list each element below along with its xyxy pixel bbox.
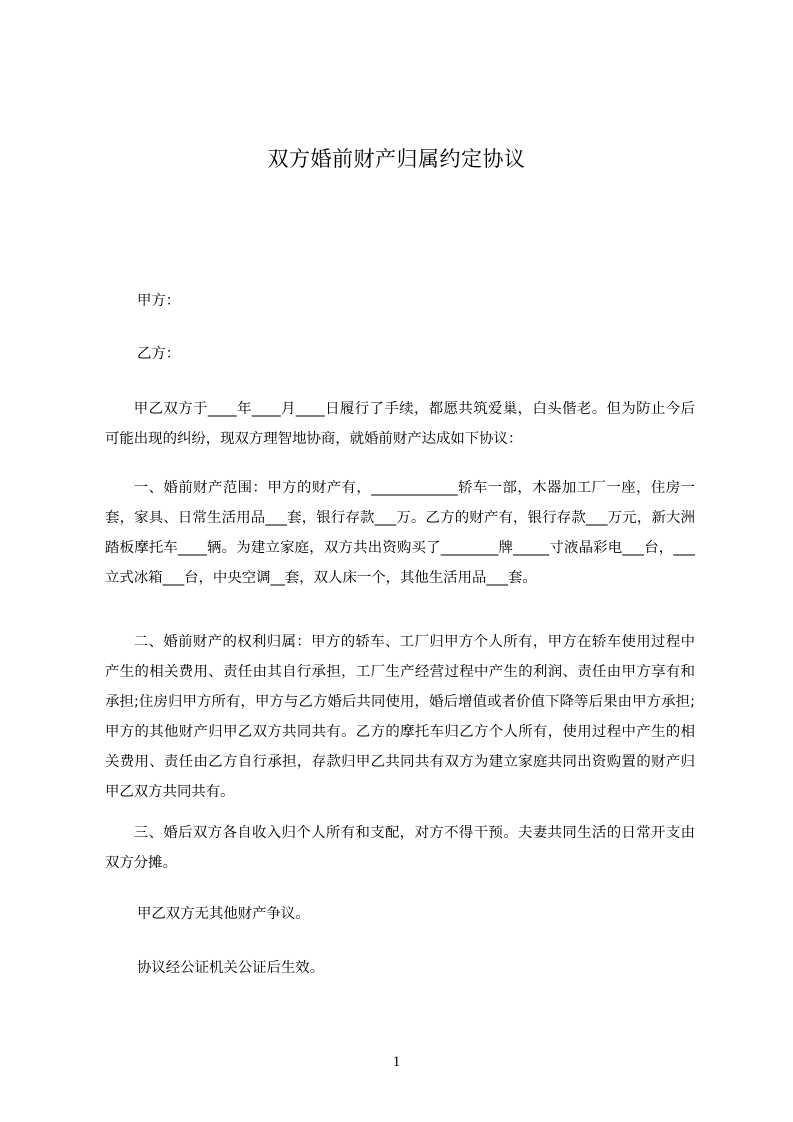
clause-1-paragraph: 一、婚前财产范围：甲方的财产有，____________轿车一部，木器加工厂一座，住房一套，家具、日常生活用品___套，银行存款___万。乙方的财产有，银行存款___万元，新大洲踏板摩托车____辆。为建立家庭，双方共出资购买了________牌_____寸液晶彩电___台，___立式冰箱___台，中央空调__套，双人床一个，其他生活用品___套。 (105, 480, 695, 586)
clause-3-paragraph: 三、婚后双方各自收入归个人所有和支配，对方不得干预。夫妻共同生活的日常开支由双方分摊。 (105, 825, 695, 871)
document-title: 双方婚前财产归属约定协议 (267, 147, 526, 171)
no-dispute-statement: 甲乙双方无其他财产争议。 (137, 906, 310, 922)
clause-2-paragraph: 二、婚前财产的权利归属：甲方的轿车、工厂归甲方个人所有，甲方在轿车使用过程中产生的相关费用、责任由其自行承担，工厂生产经营过程中产生的利润、责任由甲方享有和承担;住房归甲方所有，甲方与乙方婚后共同使用，婚后增值或者价值下降等后果由甲方承担;甲方的其他财产归甲乙双方共同共有。乙方的摩托车归乙方个人所有，使用过程中产生的相关费用、责任由乙方自行承担，存款归甲乙共同共有双方为建立家庭共同出资购置的财产归甲乙双方共同共有。 (105, 634, 695, 800)
page-number: 1 (392, 1054, 401, 1070)
party-b-label: 乙方： (137, 346, 181, 362)
effectiveness-statement: 协议经公证机关公证后生效。 (137, 960, 325, 976)
party-a-label: 甲方： (137, 293, 181, 309)
intro-paragraph: 甲乙双方于____年____月____日履行了手续，都愿共筑爱巢，白头偕老。但为防止今后可能出现的纠纷，现双方理智地协商，就婚前财产达成如下协议： (105, 401, 695, 447)
